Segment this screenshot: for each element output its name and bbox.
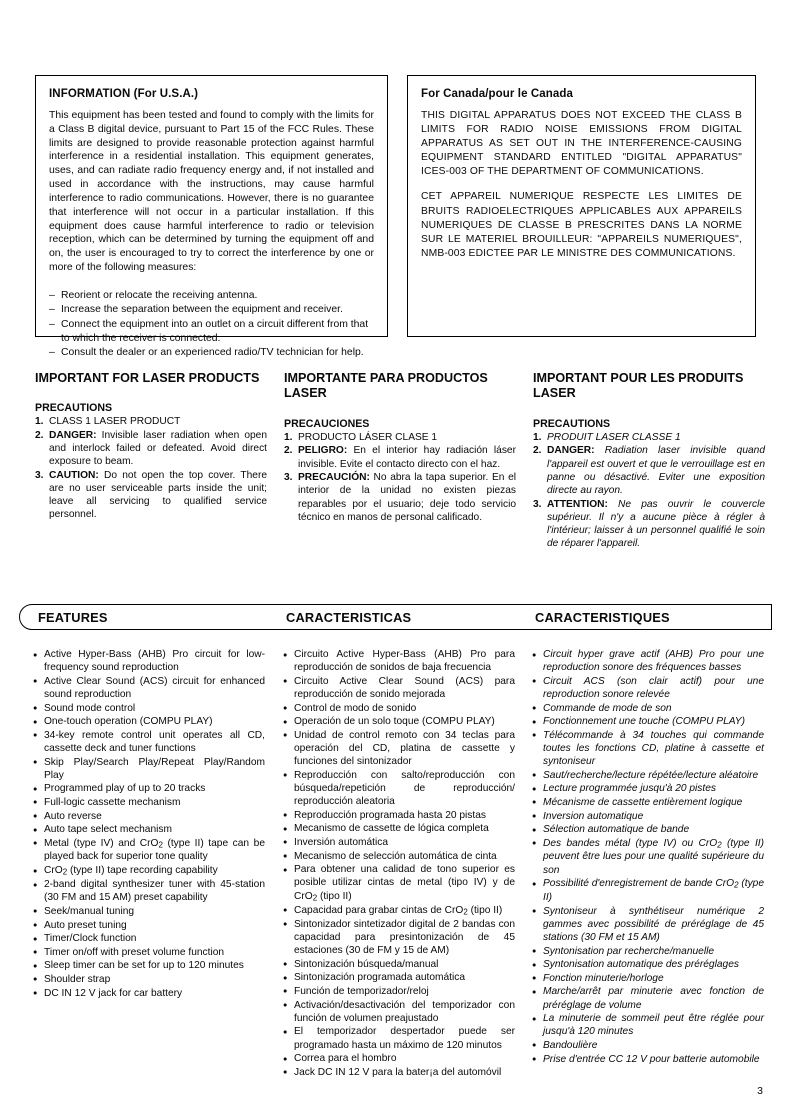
fcc-box-paragraph: This equipment has been tested and found to comply with the limits for a Class B digital device, pursuant to Part 15 of the FCC Rules. These limits are designed to provide reasonable protection against harmful interference in a residential installation. This equipment generates, uses, and can radiate radio frequency energy and, if not installed and used in accordance with the instructions, may cause harmful interference to radio communications. However, there is no guarantee that interference will not occur in a particular installation. If this equipment does cause harmful interference to radio or television reception, which can be determined by turning the equipment off and on, the user is encouraged to try to correct the interference by one or more of the following measures: [49, 110, 374, 274]
list-item: ● Unidad de control remoto con 34 teclas para operación del CD, platina de cassette y funciones del sintonizador [283, 729, 515, 769]
item-text: En el interior hay radiación láser invisible. Evite el contacto directo con el haz. [298, 445, 516, 470]
item-number: 3. [35, 469, 44, 481]
laser-list-english [35, 415, 267, 521]
list-item: ● Marche/arrêt par minuterie avec fonction de préréglage de volume [532, 985, 764, 1011]
list-item: ● Des bandes métal (type IV) ou CrO$_2$ (type II) peuvent être lues pour une qualité supérieure du son [532, 837, 764, 877]
list-item: – Increase the separation between the equipment and receiver. [49, 303, 374, 317]
list-item: ● Full-logic cassette mechanism [33, 796, 265, 809]
item-number: 3. [533, 498, 542, 510]
list-item: ● Programmed play of up to 20 tracks [33, 782, 265, 795]
canada-paragraph-english: THIS DIGITAL APPARATUS DOES NOT EXCEED THE CLASS B LIMITS FOR RADIO NOISE EMISSIONS FROM DIGITAL APPARATUS AS SET OUT IN THE INTERFERENCE-CAUSING EQUIPMENT STANDARD ENTITLED "DIGITAL APPARATUS" ICES-003 OF THE DEPARTMENT OF COMMUNICATIONS. [421, 110, 742, 178]
list-item [284, 431, 516, 444]
list-item: – Reorient or relocate the receiving antenna. [49, 289, 374, 303]
list-item: ● Control de modo de sonido [283, 702, 515, 715]
list-item: ● Circuit hyper grave actif (AHB) Pro pour une reproduction sonore des fréquences basses [532, 648, 764, 674]
item-number: 2. [284, 445, 293, 457]
laser-heading-english: IMPORTANT FOR LASER PRODUCTS [35, 371, 260, 385]
list-item: ● Auto reverse [33, 810, 265, 823]
fcc-box-title: INFORMATION (For U.S.A.) [49, 88, 199, 100]
list-item: ● Timer/Clock function [33, 932, 265, 945]
list-item: ● DC IN 12 V jack for car battery [33, 987, 265, 1000]
laser-list-spanish [284, 431, 516, 524]
list-item: ● Commande de mode de son [532, 702, 764, 715]
item-lead: DANGER: [49, 430, 97, 442]
laser-heading-spanish: IMPORTANTE PARA PRODUCTOS LASER [284, 371, 488, 401]
features-list-spanish [283, 648, 515, 1079]
list-item: ● Shoulder strap [33, 973, 265, 986]
list-item [35, 469, 267, 522]
list-item: ● Circuito Active Hyper-Bass (AHB) Pro para reproducción de sonidos de baja frecuencia [283, 648, 515, 674]
list-item: ● 2-band digital synthesizer tuner with 45-station (30 FM and 15 AM) preset capability [33, 878, 265, 904]
list-item: ● Fonction minuterie/horloge [532, 972, 764, 985]
laser-subheading-english: PRECAUTIONS [35, 402, 113, 415]
list-item: ● Inversion automatique [532, 810, 764, 823]
list-item: – Consult the dealer or an experienced radio/TV technician for help. [49, 346, 374, 360]
list-item: ● Sintonización programada automática [283, 971, 515, 984]
list-item: ● Possibilité d'enregistrement de bande CrO$_2$ (type II) [532, 877, 764, 904]
list-item: ● Saut/recherche/lecture répétée/lecture aléatoire [532, 769, 764, 782]
list-item: ● Mecanismo de cassette de lógica completa [283, 822, 515, 835]
list-item: ● Sintonización búsqueda/manual [283, 958, 515, 971]
features-column-spanish [283, 648, 515, 1079]
list-item: ● Skip Play/Search Play/Repeat Play/Random Play [33, 756, 265, 782]
list-item: ● Syntoniseur à synthétiseur numérique 2 gammes avec possibilité de préréglage de 45 stations (30 FM et 15 AM) [532, 905, 764, 945]
list-item: ● Auto tape select mechanism [33, 823, 265, 836]
list-item: ● Circuito Active Clear Sound (ACS) para reproducción de sonido mejorada [283, 675, 515, 701]
item-lead: PELIGRO: [298, 445, 348, 457]
laser-column-spanish [284, 371, 516, 524]
list-item: ● La minuterie de sommeil peut être réglée pour jusqu'à 120 minutes [532, 1012, 764, 1038]
regulatory-notices [35, 75, 756, 359]
list-item [533, 444, 765, 497]
list-item: ● Active Hyper-Bass (AHB) Pro circuit for low-frequency sound reproduction [33, 648, 265, 674]
item-number: 1. [35, 416, 44, 428]
list-item: ● Jack DC IN 12 V para la bater¡a del automóvil [283, 1066, 515, 1079]
item-number: 2. [533, 445, 542, 457]
list-item: ● Fonctionnement une touche (COMPU PLAY) [532, 715, 764, 728]
list-item: ● Correa para el hombro [283, 1052, 515, 1065]
page-number: 3 [757, 1085, 763, 1097]
list-item: ● Timer on/off with preset volume function [33, 946, 265, 959]
laser-precautions-section [35, 371, 765, 571]
list-item: ● Para obtener una calidad de tono superior es posible utilizar cintas de metal (tipo IV) y de CrO$_2$ (tipo II) [283, 863, 515, 903]
features-list-english [33, 648, 265, 1000]
list-item: ● Mécanisme de cassette entièrement logique [532, 796, 764, 809]
list-item: ● Prise d'entrée CC 12 V pour batterie automobile [532, 1053, 764, 1066]
item-lead: ATTENTION: [547, 498, 608, 510]
item-text: PRODUCTO LÁSER CLASE 1 [298, 431, 438, 443]
list-item: ● Lecture programmée jusqu'à 20 pistes [532, 782, 764, 795]
list-item: ● Bandoulière [532, 1039, 764, 1052]
item-number: 2. [35, 430, 44, 442]
list-item: ● Función de temporizador/reloj [283, 985, 515, 998]
item-lead: CAUTION: [49, 469, 99, 481]
list-item: ● Capacidad para grabar cintas de CrO$_2$ (tipo II) [283, 904, 515, 918]
canada-paragraph-french: CET APPAREIL NUMERIQUE RESPECTE LES LIMITES DE BRUITS RADIOELECTRIQUES APPLICABLES AUX APPAREILS NUMERIQUES DE CLASSE B PRESCRITES DANS LA NORME SUR LE MATERIEL BROUILLEUR: "APPAREILS NUMERIQUES", NMB-003 EDICTEE PAR LE MINISTRE DES COMMUNICATIONS. [421, 191, 742, 259]
list-item [533, 498, 765, 551]
canada-box-title: For Canada/pour le Canada [421, 88, 574, 100]
list-item [35, 415, 267, 428]
list-item [284, 444, 516, 470]
list-item: ● One-touch operation (COMPU PLAY) [33, 715, 265, 728]
list-item [284, 471, 516, 524]
item-text: Ne pas ouvrir le couvercle supérieur. Il n'y a aucune pièce à régler à l'intérieur; laisser à un personnel qualifié le soin de réparer l'appareil. [547, 498, 765, 549]
list-item: ● Active Clear Sound (ACS) circuit for enhanced sound reproduction [33, 675, 265, 701]
laser-column-english [35, 371, 267, 522]
list-item: ● Circuit ACS (son clair actif) pour une reproduction sonore relevée [532, 675, 764, 701]
laser-list-french [533, 431, 765, 550]
list-item [35, 429, 267, 468]
list-item: ● Télécommande à 34 touches qui commande toutes les fonctions CD, platine à cassette et syntoniseur [532, 729, 764, 769]
fcc-measures-list [49, 289, 374, 360]
features-banner-english: FEATURES [38, 610, 108, 625]
item-lead: PRECAUCIÓN: [298, 472, 370, 484]
list-item: – Connect the equipment into an outlet on a circuit different from that to which the receiver is connected. [49, 318, 374, 346]
list-item: ● Reproducción con salto/reproducción con búsqueda/repetición de reproducción/ reproducción aleatoria [283, 769, 515, 809]
item-text: Invisible laser radiation when open and interlock failed or defeated. Avoid direct exposure to beam. [49, 430, 267, 468]
features-column-french [532, 648, 764, 1066]
list-item: ● Operación de un solo toque (COMPU PLAY) [283, 715, 515, 728]
list-item [533, 431, 765, 444]
laser-subheading-spanish: PRECAUCIONES [284, 417, 370, 430]
laser-subheading-french: PRECAUTIONS [533, 417, 611, 430]
item-text: PRODUIT LASER CLASSE 1 [547, 431, 681, 443]
list-item: ● Seek/manual tuning [33, 905, 265, 918]
list-item: ● Reproducción programada hasta 20 pistas [283, 809, 515, 822]
features-banner [19, 604, 772, 630]
item-number: 3. [284, 472, 293, 484]
list-item: ● Mecanismo de selección automática de cinta [283, 850, 515, 863]
item-text: No abra la tapa superior. En el interior de la unidad no existen piezas reparables por el usuario; deje todo servicio técnico en manos de personal calificado. [298, 472, 516, 523]
list-item: ● Metal (type IV) and CrO$_2$ (type II) tape can be played back for superior tone quality [33, 837, 265, 864]
features-banner-french: CARACTERISTIQUES [535, 610, 670, 625]
item-text: Radiation laser invisible quand l'appareil est ouvert et que le verrouillage est en panne ou désactivé. Eviter une exposition directe au rayon. [547, 445, 765, 496]
item-text: Do not open the top cover. There are no user serviceable parts inside the unit; leave all servicing to qualified service personnel. [49, 469, 267, 521]
item-number: 1. [284, 431, 293, 443]
list-item: ● Auto preset tuning [33, 919, 265, 932]
features-column-english [33, 648, 265, 1000]
list-item: ● Inversión automática [283, 836, 515, 849]
canada-information-box [407, 75, 756, 337]
list-item: ● Sound mode control [33, 702, 265, 715]
list-item: ● Syntonisation automatique des préréglages [532, 958, 764, 971]
list-item: ● CrO$_2$ (type II) tape recording capability [33, 864, 265, 878]
list-item: ● 34-key remote control unit operates all CD, cassette deck and tuner functions [33, 729, 265, 755]
item-number: 1. [533, 431, 542, 443]
features-banner-spanish: CARACTERISTICAS [286, 610, 412, 625]
list-item: ● Activación/desactivación del temporizador con función de volumen preajustado [283, 999, 515, 1025]
list-item: ● El temporizador despertador puede ser programado hasta un máximo de 120 minutos [283, 1025, 515, 1051]
list-item: ● Sintonizador sintetizador digital de 2 bandas con capacidad para presintonización de 45 estaciones (30 de FM y 15 de AM) [283, 918, 515, 958]
list-item: ● Sélection automatique de bande [532, 823, 764, 836]
list-item: ● Sleep timer can be set for up to 120 minutes [33, 959, 265, 972]
laser-heading-french: IMPORTANT POUR LES PRODUITS LASER [533, 371, 744, 401]
item-text: CLASS 1 LASER PRODUCT [49, 416, 181, 428]
features-list-french [532, 648, 764, 1066]
item-lead: DANGER: [547, 445, 595, 457]
list-item: ● Syntonisation par recherche/manuelle [532, 945, 764, 958]
laser-column-french [533, 371, 765, 551]
fcc-information-box [35, 75, 388, 359]
